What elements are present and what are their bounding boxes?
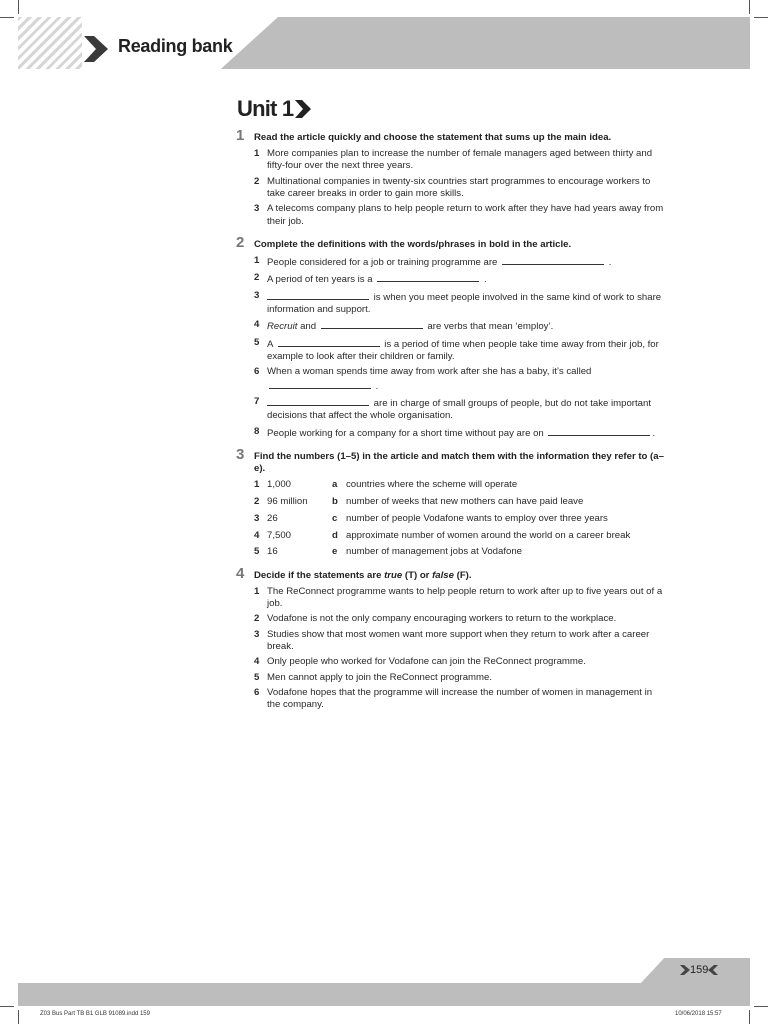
- match-row: 4 7,500 d approximate number of women around the world on a career break: [254, 529, 631, 541]
- chevron-right-icon: [84, 36, 108, 62]
- unit-title: [237, 96, 311, 122]
- answer-blank[interactable]: [278, 337, 380, 347]
- crop-mark: [0, 1006, 14, 1007]
- list-item: 2 Vodafone is not the only company encouraging workers to return to the workplace.: [254, 613, 617, 625]
- unit-title-text: Unit 1: [237, 96, 294, 121]
- answer-blank[interactable]: [548, 426, 650, 436]
- crop-mark: [0, 17, 14, 18]
- list-item: 8 People working for a company for a short time without pay are on .: [254, 425, 656, 439]
- exercise-4: [236, 564, 666, 712]
- exercise-number: 2: [236, 233, 245, 251]
- list-item: 1 People considered for a job or training programme are .: [254, 255, 612, 268]
- crop-mark: [18, 1010, 19, 1024]
- list-item: 4 Only people who worked for Vodafone can join the ReConnect programme.: [254, 656, 586, 668]
- chevron-right-icon: [295, 100, 311, 118]
- exercise-instruction: Complete the definitions with the words/phrases in bold in the article.: [254, 238, 572, 250]
- list-item: 7 are in charge of small groups of people, but do not take important decisions that affect the whole organisation.: [254, 395, 651, 422]
- exercises: [236, 127, 666, 721]
- exercise-instruction: Read the article quickly and choose the statement that sums up the main idea.: [254, 132, 612, 143]
- print-slug-date: 10/06/2018 15:57: [675, 1011, 722, 1017]
- exercise-2: [236, 233, 666, 440]
- answer-blank[interactable]: [267, 290, 369, 300]
- answer-blank[interactable]: [502, 255, 604, 265]
- exercise-1: [236, 127, 666, 228]
- chevron-right-icon: [680, 965, 690, 975]
- answer-blank[interactable]: [377, 272, 479, 282]
- list-item: 3 is when you meet people involved in the same kind of work to share information and support.: [254, 289, 662, 315]
- exercise-number: 1: [236, 127, 245, 144]
- list-item: 6 When a woman spends time away from work after she has a baby, it’s called .: [254, 366, 592, 392]
- list-item: 2 Multinational companies in twenty-six countries start programmes to encourage workers to take career breaks in order to gain more skills.: [254, 175, 651, 199]
- list-item: 5 Men cannot apply to join the ReConnect programme.: [254, 671, 493, 683]
- match-row: 5 16 e number of management jobs at Vodafone: [254, 546, 523, 558]
- section-title: Reading bank: [118, 36, 233, 56]
- list-item: 2 A period of ten years is a .: [254, 272, 487, 286]
- list-item: 3 A telecoms company plans to help people return to work after they have had years away from their job.: [254, 203, 664, 227]
- crop-mark: [754, 1006, 768, 1007]
- header-hatch-pattern: [18, 17, 82, 69]
- answer-blank[interactable]: [321, 319, 423, 329]
- page-number: [680, 964, 718, 976]
- exercise-number: 4: [236, 564, 245, 582]
- list-item: 1 The ReConnect programme wants to help people return to work after up to five years out of a job.: [254, 585, 663, 609]
- answer-blank[interactable]: [269, 379, 371, 389]
- list-item: 5 A is a period of time when people take time away from their job, for example to look after their children or family.: [254, 336, 659, 362]
- match-row: 2 96 million b number of weeks that new mothers can have paid leave: [254, 495, 584, 507]
- match-row: 1 1,000 a countries where the scheme will operate: [254, 479, 518, 491]
- list-item: 4 Recruit and are verbs that mean ‘employ’.: [254, 319, 554, 333]
- exercise-instruction: Decide if the statements are true (T) or false (F).: [254, 569, 472, 581]
- page-number-text: 159: [690, 964, 709, 976]
- crop-mark: [749, 1010, 750, 1024]
- list-item: 3 Studies show that most women want more support when they return to work after a career break.: [254, 628, 650, 652]
- crop-mark: [18, 0, 19, 14]
- list-item: 1 More companies plan to increase the number of female managers aged between thirty and fifty-four over the next three years.: [254, 148, 653, 172]
- exercise-instruction: Find the numbers (1–5) in the article and match them with the information they refer to (a–e).: [254, 450, 664, 474]
- exercise-number: 3: [236, 445, 245, 463]
- answer-blank[interactable]: [267, 396, 369, 406]
- list-item: 6 Vodafone hopes that the programme will increase the number of women in management in the company.: [254, 687, 653, 711]
- crop-mark: [754, 17, 768, 18]
- exercise-3: [236, 445, 666, 559]
- print-slug-file: Z03 Bus Part TB B1 GLB 91089.indd 159: [40, 1011, 150, 1017]
- footer-band: [18, 983, 750, 1006]
- match-row: 3 26 c number of people Vodafone wants to employ over three years: [254, 512, 608, 524]
- chevron-left-icon: [708, 965, 718, 975]
- crop-mark: [749, 0, 750, 14]
